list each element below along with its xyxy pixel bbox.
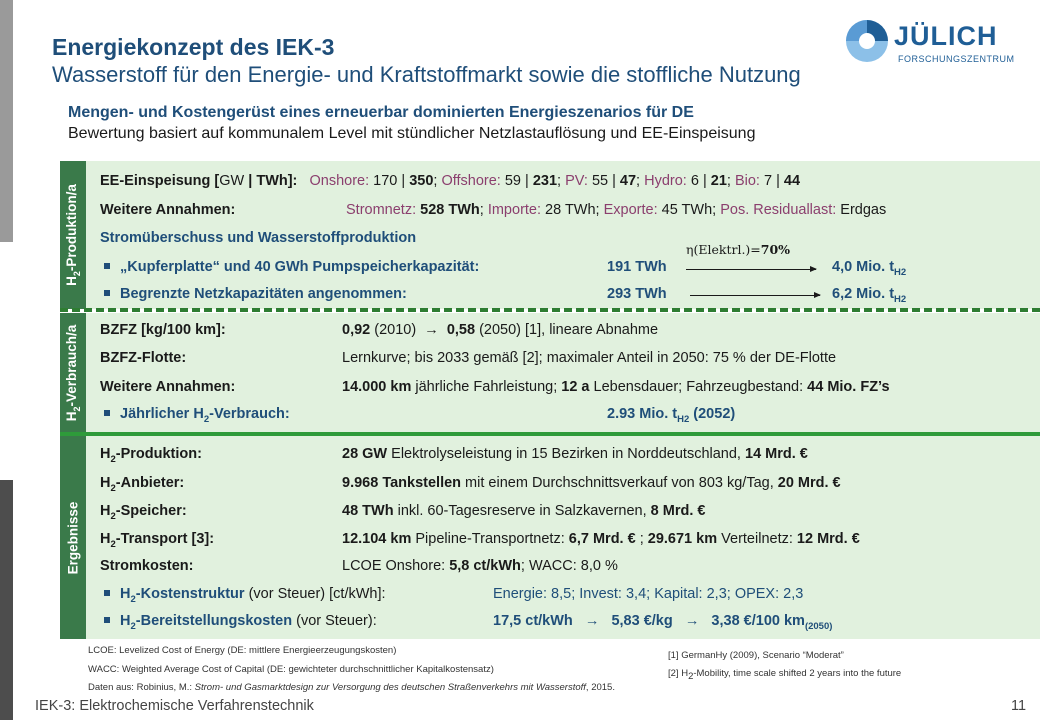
footnote-wacc: WACC: Weighted Average Cost of Capital (DE: gewichteter durchschnittlicher Kapitalkostensatz) — [88, 664, 494, 675]
bzfz-key: BZFZ [kg/100 km]: — [100, 322, 226, 338]
cost-structure-row: $H_2$-Kostenstruktur (vor Steuer) [ct/kWh]: — [100, 586, 386, 605]
left-accent-bar-bottom — [0, 480, 13, 720]
result-production-values: 28 GW Elektrolyseleistung in 15 Bezirken in Norddeutschland, 14 Mrd. € — [342, 446, 808, 462]
bullet-icon — [104, 263, 110, 269]
case-copper-plate: „Kupferplatte“ und 40 GWh Pumpspeicherkapazität: — [100, 259, 479, 275]
result-supplier-key: $H_2$-Anbieter: — [100, 475, 185, 494]
bullet-icon — [104, 290, 110, 296]
result-production-key: $H_2$-Produktion: — [100, 446, 202, 465]
arrow-icon: → — [684, 613, 700, 629]
page-title: Energiekonzept des IEK-3 — [52, 34, 335, 60]
case1-result: 4,0 Mio. $t_{H2}$ — [832, 259, 907, 278]
footnote-lcoe: LCOE: Levelized Cost of Energy (DE: mittlere Energieerzeugungskosten) — [88, 645, 397, 656]
result-power-key: Stromkosten: — [100, 558, 194, 574]
arrow-icon: → — [584, 613, 600, 629]
page-number: 11 — [1011, 698, 1027, 714]
bullet-icon — [104, 410, 110, 416]
ee-feedin-row: EE-Einspeisung [GW | TWh]: Onshore: 170 | 350; Offshore: 59 | 231; PV: 55 | 47; Hydro: 6 | 21; Bio: 7 | 44 — [100, 173, 801, 189]
section-label-consumption: $H_2-Verbrauch/a$ — [60, 313, 86, 432]
section-label-results: Ergebnisse — [60, 436, 86, 639]
footnote-ref1: [1] GermanHy (2009), Scenario “Moderat” — [668, 650, 844, 661]
bullet-icon — [104, 590, 110, 596]
solid-divider — [60, 432, 1040, 436]
fleet-values: Lernkurve; bis 2033 gemäß [2]; maximaler Anteil in 2050: 75 % der DE-Flotte — [342, 350, 837, 366]
page-subtitle: Wasserstoff für den Energie- und Kraftstoffmarkt sowie die stoffliche Nutzung — [52, 62, 801, 87]
case2-result: 6,2 Mio. $t_{H2}$ — [832, 286, 907, 305]
fleet-key: BZFZ-Flotte: — [100, 350, 187, 366]
logo-wordmark: JÜLICH — [894, 21, 998, 51]
logo-subline: FORSCHUNGSZENTRUM — [898, 54, 1015, 64]
result-supplier-values: 9.968 Tankstellen mit einem Durchschnittsverkauf von 803 kg/Tag, 20 Mrd. € — [342, 475, 841, 491]
juelich-logo-icon — [844, 18, 890, 64]
surplus-heading: Stromüberschuss und Wasserstoffproduktion — [100, 230, 417, 246]
consumption-assumptions-values: 14.000 km jährliche Fahrleistung; 12 a Lebensdauer; Fahrzeugbestand: 44 Mio. FZ’s — [342, 379, 890, 395]
arrow-icon: → — [424, 322, 439, 338]
result-power-values: LCOE Onshore: 5,8 ct/kWh; WACC: 8,0 % — [342, 558, 618, 574]
supply-cost-row: $H_2$-Bereitstellungskosten (vor Steuer): — [100, 613, 377, 632]
dashed-divider — [60, 308, 1040, 312]
left-accent-bar-top — [0, 0, 13, 242]
result-storage-values: 48 TWh inkl. 60-Tagesreserve in Salzkavernen, 8 Mrd. € — [342, 503, 706, 519]
annual-consumption-row: Jährlicher $H_2$-Verbrauch: — [100, 406, 290, 425]
lead-heading: Mengen- und Kostengerüst eines erneuerbar dominierten Energieszenarios für DE — [68, 104, 694, 121]
arrow-icon — [690, 295, 820, 296]
production-assumptions-values: Stromnetz: 528 TWh; Importe: 28 TWh; Exporte: 45 TWh; Pos. Residuallast: Erdgas — [346, 202, 887, 218]
juelich-logo — [844, 14, 1015, 76]
footer-institute: IEK-3: Elektrochemische Verfahrenstechnik — [35, 698, 314, 714]
case2-twh: 293 TWh — [607, 286, 667, 302]
efficiency-label: η(Elektrl.)=70% — [686, 242, 791, 257]
annual-consumption-value: 2.93 Mio. $t_{H2}$ (2052) — [607, 406, 736, 425]
footnote-source: Daten aus: Robinius, M.: Strom- und Gasmarktdesign zur Versorgung des deutschen Straßenverkehrs mit Wasserstoff, 2015. — [88, 682, 615, 693]
result-transport-key: $H_2$-Transport [3]: — [100, 531, 215, 550]
consumption-assumptions-key: Weitere Annahmen: — [100, 379, 236, 395]
production-assumptions-row: Weitere Annahmen: — [100, 202, 236, 218]
bzfz-values: 0,92 (2010) → 0,58 (2050) [1], lineare Abnahme — [342, 322, 659, 338]
result-storage-key: $H_2$-Speicher: — [100, 503, 187, 522]
arrow-icon — [686, 269, 816, 270]
footnote-ref2: [2] $H_2$-Mobility, time scale shifted 2 years into the future — [668, 668, 902, 682]
result-transport-values: 12.104 km Pipeline-Transportnetz: 6,7 Mrd. € ; 29.671 km Verteilnetz: 12 Mrd. € — [342, 531, 860, 547]
bullet-icon — [104, 617, 110, 623]
supply-cost-values: 17,5 ct/kWh → 5,83 €/kg → 3,38 €/100 $km_{(2050)}$ — [493, 613, 833, 632]
case-limited-grid: Begrenzte Netzkapazitäten angenommen: — [100, 286, 407, 302]
cost-structure-values: Energie: 8,5; Invest: 3,4; Kapital: 2,3; OPEX: 2,3 — [493, 586, 804, 602]
case1-twh: 191 TWh — [607, 259, 667, 275]
section-label-production: $H_2-Produktion/a$ — [60, 161, 86, 309]
lead-subheading: Bewertung basiert auf kommunalem Level mit stündlicher Netzlastauflösung und EE-Einspeisung — [68, 125, 756, 142]
